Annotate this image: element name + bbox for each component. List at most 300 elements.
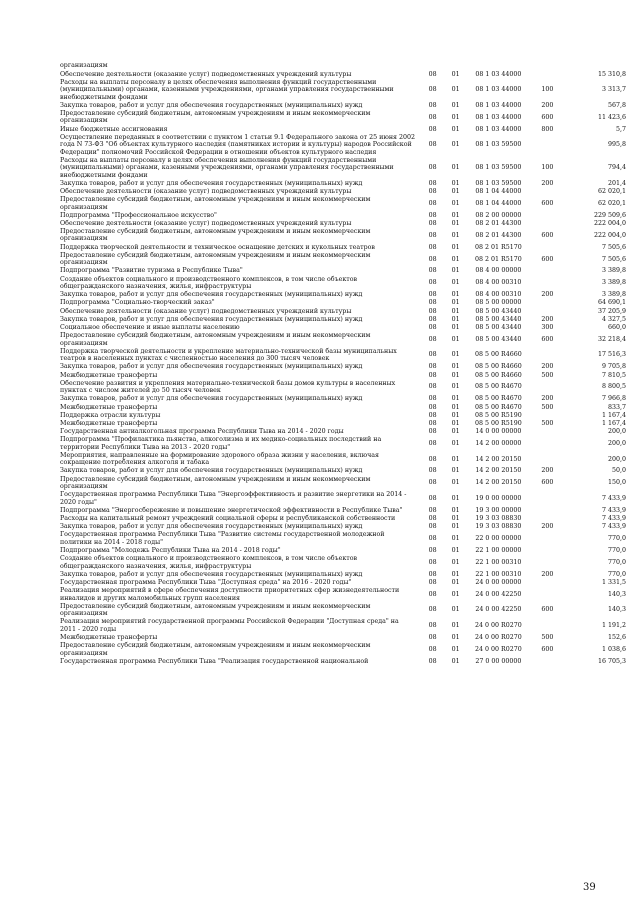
row-target-article: 08 1 03 59500 xyxy=(475,179,522,187)
budget-table xyxy=(60,62,632,666)
row-expense-type: 500 xyxy=(541,419,554,427)
row-amount: 3 389,8 xyxy=(601,291,626,299)
row-subsection: 01 xyxy=(451,86,460,94)
row-amount: 3 313,7 xyxy=(601,86,626,94)
row-name: Межбюджетные трансферты xyxy=(60,419,158,427)
row-target-article: 08 2 01 44300 xyxy=(475,219,522,227)
row-name: Создание объектов социального и производственного комплексов, в том числе объектов общегражданского назначения, жилья, инфраструктуры xyxy=(60,275,358,291)
row-target-article: 08 5 00 R4660 xyxy=(474,371,522,379)
row-subsection: 01 xyxy=(451,255,460,263)
row-section: 08 xyxy=(428,467,437,475)
row-section: 08 xyxy=(428,113,437,121)
row-subsection: 01 xyxy=(451,371,460,379)
row-subsection: 01 xyxy=(451,570,460,578)
row-amount: 222 004,0 xyxy=(593,231,626,239)
table-row xyxy=(60,506,632,514)
row-amount: 770,0 xyxy=(607,535,626,543)
row-expense-type: 200 xyxy=(541,523,554,531)
row-section: 08 xyxy=(428,428,437,436)
row-target-article: 19 3 03 08830 xyxy=(475,515,522,523)
table-row xyxy=(60,101,632,109)
table-row xyxy=(60,428,632,436)
row-target-article: 08 5 00 43440 xyxy=(475,315,522,323)
row-section: 08 xyxy=(428,455,437,463)
row-target-article: 08 1 03 44000 xyxy=(475,70,522,78)
row-target-article: 08 5 00 43440 xyxy=(475,323,522,331)
row-expense-type: 600 xyxy=(541,255,554,263)
row-expense-type xyxy=(530,451,565,467)
row-expense-type: 600 xyxy=(541,199,554,207)
row-subsection: 01 xyxy=(451,335,460,343)
row-amount: 7 433,9 xyxy=(601,494,626,502)
table-row xyxy=(60,395,632,403)
row-expense-type xyxy=(530,267,565,275)
table-row xyxy=(60,618,632,634)
row-subsection: 01 xyxy=(451,419,460,427)
row-name: Социальное обеспечение и иные выплаты населению xyxy=(60,323,240,331)
table-row xyxy=(60,531,632,547)
row-amount: 62 020,1 xyxy=(597,187,626,195)
row-subsection: 01 xyxy=(451,439,460,447)
row-name: Государственная программа Республики Тыва "Реализация государственной национальной xyxy=(60,657,369,665)
row-target-article: 19 3 03 08830 xyxy=(475,523,522,531)
row-section xyxy=(421,62,444,70)
row-amount: 3 389,8 xyxy=(601,279,626,287)
row-name: Мероприятия, направленные на формирование здорового образа жизни у населения, включая сокращение потребления алкоголя и табака xyxy=(60,451,380,467)
row-name: Подпрограмма "Молодежь Республики Тыва на 2014 - 2018 годы" xyxy=(60,546,281,554)
table-row xyxy=(60,347,632,363)
row-target-article: 08 5 00 R4670 xyxy=(474,403,522,411)
row-target-article: 14 2 00 20150 xyxy=(475,455,522,463)
row-section: 08 xyxy=(428,645,437,653)
row-name: Государственная программа Республики Тыва "Энергоэффективность и развитие энергетики на 2014 - 2020 годы" xyxy=(60,491,407,506)
row-section: 08 xyxy=(428,558,437,566)
row-subsection: 01 xyxy=(451,455,460,463)
row-expense-type xyxy=(530,657,565,665)
row-section: 08 xyxy=(428,351,437,359)
row-subsection: 01 xyxy=(451,141,460,149)
page-number: 39 xyxy=(583,882,596,893)
row-subsection: 01 xyxy=(451,299,460,307)
row-section: 08 xyxy=(428,506,437,514)
row-name: Поддержка творческой деятельности и техническое оснащение детских и кукольных театров xyxy=(60,243,375,251)
row-target-article: 08 5 00 R4670 xyxy=(474,395,522,403)
table-row xyxy=(60,475,632,491)
row-section: 08 xyxy=(428,86,437,94)
table-row xyxy=(60,78,632,101)
row-target-article: 14 2 00 20150 xyxy=(475,467,522,475)
row-subsection: 01 xyxy=(451,535,460,543)
row-expense-type: 200 xyxy=(541,315,554,323)
row-name: Реализация мероприятий в сфере обеспечения доступности приоритетных сфер жизнедеятельности инвалидов и других маломобильных групп населения xyxy=(60,587,400,602)
row-subsection: 01 xyxy=(451,267,460,275)
row-subsection: 01 xyxy=(451,307,460,315)
row-expense-type xyxy=(530,555,565,571)
table-row xyxy=(60,555,632,571)
row-target-article: 22 0 00 00000 xyxy=(475,535,522,543)
row-subsection: 01 xyxy=(451,291,460,299)
table-row xyxy=(60,220,632,228)
table-row xyxy=(60,267,632,275)
row-amount: 140,3 xyxy=(607,590,626,598)
row-name: Государственная программа Республики Тыва "Развитие системы государственной молодежной политики на 2014 - 2018 годы" xyxy=(60,531,385,546)
row-amount: 1 167,4 xyxy=(601,419,626,427)
row-expense-type: 100 xyxy=(541,164,554,172)
row-section: 08 xyxy=(428,101,437,109)
row-subsection: 01 xyxy=(451,113,460,121)
row-expense-type: 300 xyxy=(541,323,554,331)
row-amount: 833,7 xyxy=(607,403,626,411)
row-expense-type xyxy=(530,547,565,555)
row-subsection xyxy=(444,62,467,70)
row-expense-type: 600 xyxy=(541,479,554,487)
row-subsection: 01 xyxy=(451,411,460,419)
row-amount: 16 705,3 xyxy=(597,657,626,665)
row-name: Создание объектов социального и производственного комплексов, в том числе объектов общегражданского назначения, жилья, инфраструктуры xyxy=(60,555,358,570)
row-expense-type: 800 xyxy=(541,125,554,133)
table-row xyxy=(60,228,632,244)
row-name: Закупка товаров, работ и услуг для обеспечения государственных (муниципальных) нужд xyxy=(60,395,363,403)
row-expense-type xyxy=(530,491,565,507)
row-name: Предоставление субсидий бюджетным, автономным учреждениям и иным некоммерческим организациям xyxy=(60,642,371,657)
row-name: Подпрограмма "Профессиональное искусство" xyxy=(60,211,217,219)
table-row xyxy=(60,379,632,395)
row-section: 08 xyxy=(428,633,437,641)
row-name: Обеспечение деятельности (оказание услуг) подведомственных учреждений культуры xyxy=(60,70,352,78)
row-expense-type xyxy=(530,579,565,587)
row-subsection: 01 xyxy=(451,70,460,78)
row-name: Закупка товаров, работ и услуг для обеспечения государственных (муниципальных) нужд xyxy=(60,570,363,578)
table-row xyxy=(60,110,632,126)
row-section: 08 xyxy=(428,439,437,447)
table-row xyxy=(60,436,632,452)
row-target-article: 08 5 00 43440 xyxy=(475,335,522,343)
row-expense-type: 200 xyxy=(541,570,554,578)
row-section: 08 xyxy=(428,578,437,586)
row-expense-type xyxy=(530,347,565,363)
row-subsection: 01 xyxy=(451,479,460,487)
row-section: 08 xyxy=(428,419,437,427)
row-section: 08 xyxy=(428,590,437,598)
row-expense-type xyxy=(530,299,565,307)
row-target-article: 08 1 03 44000 xyxy=(475,86,522,94)
row-target-article: 08 1 03 59500 xyxy=(475,141,522,149)
row-name: Межбюджетные трансферты xyxy=(60,371,158,379)
row-name: Закупка товаров, работ и услуг для обеспечения государственных (муниципальных) нужд xyxy=(60,179,363,187)
row-target-article: 08 1 04 44000 xyxy=(475,187,522,195)
row-section: 08 xyxy=(428,323,437,331)
row-subsection: 01 xyxy=(451,219,460,227)
row-expense-type: 200 xyxy=(541,291,554,299)
row-expense-type: 500 xyxy=(541,371,554,379)
row-target-article: 08 2 00 00000 xyxy=(475,211,522,219)
row-name: Расходы на выплаты персоналу в целях обеспечения выполнения функций государственными (муниципальными) органами, казенными учреждениями, органами управления государственными внебюджетными фондами xyxy=(60,156,394,179)
row-section: 08 xyxy=(428,315,437,323)
row-expense-type xyxy=(530,70,565,78)
row-subsection: 01 xyxy=(451,515,460,523)
row-name: Расходы на капитальный ремонт учреждений социальной сферы и республиканской собственности xyxy=(60,515,396,523)
row-expense-type xyxy=(530,506,565,514)
row-expense-type xyxy=(530,436,565,452)
row-section: 08 xyxy=(428,231,437,239)
table-row xyxy=(60,324,632,332)
row-name: Закупка товаров, работ и услуг для обеспечения государственных (муниципальных) нужд xyxy=(60,363,363,371)
table-row xyxy=(60,657,632,665)
row-section: 08 xyxy=(428,622,437,630)
row-subsection: 01 xyxy=(451,523,460,531)
row-expense-type: 100 xyxy=(541,86,554,94)
row-subsection: 01 xyxy=(451,164,460,172)
row-target-article: 27 0 00 00000 xyxy=(475,657,522,665)
row-amount: 770,0 xyxy=(607,558,626,566)
table-row xyxy=(60,275,632,291)
row-name: Межбюджетные трансферты xyxy=(60,633,158,641)
row-amount: 1 191,2 xyxy=(601,622,626,630)
row-amount: 7 433,9 xyxy=(601,523,626,531)
row-section: 08 xyxy=(428,383,437,391)
row-section: 08 xyxy=(428,211,437,219)
row-amount: 770,0 xyxy=(607,546,626,554)
row-expense-type xyxy=(530,379,565,395)
table-row xyxy=(60,515,632,523)
row-name: Закупка товаров, работ и услуг для обеспечения государственных (муниципальных) нужд xyxy=(60,315,363,323)
row-amount: 1 167,4 xyxy=(601,411,626,419)
row-name: Государственная антиалкогольная программа Республики Тыва на 2014 - 2020 годы xyxy=(60,428,344,436)
row-name: Предоставление субсидий бюджетным, автономным учреждениям и иным некоммерческим организациям xyxy=(60,602,371,618)
row-amount: 794,4 xyxy=(607,164,626,172)
row-target-article: 24 0 00 R0270 xyxy=(474,633,522,641)
row-section: 08 xyxy=(428,267,437,275)
row-subsection: 01 xyxy=(451,578,460,586)
row-amount: 32 218,4 xyxy=(597,335,626,343)
table-row xyxy=(60,125,632,133)
row-subsection: 01 xyxy=(451,467,460,475)
row-name: Осуществление переданных в соответствии с пунктом 1 статьи 9.1 Федерального закона от 25 июня 2002 года N 73-ФЗ "Об объектах культурного наследия (памятниках истории и культуры) народов Российской Федерации" полномочий Российской Федерации в отношении объектов культурного наследия xyxy=(60,133,416,156)
row-section: 08 xyxy=(428,411,437,419)
row-expense-type: 600 xyxy=(541,606,554,614)
row-expense-type xyxy=(530,307,565,315)
table-row xyxy=(60,196,632,212)
row-name: Поддержка отрасли культуры xyxy=(60,411,161,419)
row-section: 08 xyxy=(428,299,437,307)
row-name: Закупка товаров, работ и услуг для обеспечения государственных (муниципальных) нужд xyxy=(60,291,363,299)
row-subsection: 01 xyxy=(451,187,460,195)
row-name: организациям xyxy=(60,62,108,70)
row-section: 08 xyxy=(428,606,437,614)
row-section: 08 xyxy=(428,125,437,133)
table-row xyxy=(60,307,632,315)
row-subsection: 01 xyxy=(451,363,460,371)
row-name: Обеспечение деятельности (оказание услуг) подведомственных учреждений культуры xyxy=(60,219,352,227)
table-row xyxy=(60,299,632,307)
row-target-article: 14 2 00 00000 xyxy=(475,439,522,447)
row-target-article: 24 0 00 R0270 xyxy=(474,622,522,630)
row-expense-type xyxy=(530,211,565,219)
row-subsection: 01 xyxy=(451,323,460,331)
table-row xyxy=(60,642,632,658)
row-section: 08 xyxy=(428,546,437,554)
row-section: 08 xyxy=(428,494,437,502)
table-row xyxy=(60,451,632,467)
row-expense-type xyxy=(530,62,565,70)
table-row xyxy=(60,403,632,411)
row-name: Подпрограмма "Энергосбережение и повышение энергетической эффективности в Республике Тыва" xyxy=(60,506,403,514)
row-section: 08 xyxy=(428,243,437,251)
row-target-article: 22 1 00 00310 xyxy=(475,570,522,578)
row-name: Предоставление субсидий бюджетным, автономным учреждениям и иным некоммерческим организациям xyxy=(60,251,371,267)
row-target-article: 08 5 00 00000 xyxy=(475,299,522,307)
row-expense-type: 500 xyxy=(541,633,554,641)
row-amount: 3 389,8 xyxy=(601,267,626,275)
row-name: Поддержка творческой деятельности и укрепление материально-технической базы муниципальных театров в населенных пунктах с численностью населения до 300 тысяч человек xyxy=(60,347,397,363)
row-section: 08 xyxy=(428,479,437,487)
row-section: 08 xyxy=(428,187,437,195)
row-amount: 11 423,6 xyxy=(597,113,626,121)
row-amount: 7 810,5 xyxy=(601,371,626,379)
row-expense-type: 200 xyxy=(541,395,554,403)
table-row xyxy=(60,211,632,219)
row-amount: 152,6 xyxy=(607,633,626,641)
table-row xyxy=(60,133,632,156)
row-expense-type: 500 xyxy=(541,403,554,411)
row-amount: 660,0 xyxy=(607,323,626,331)
row-amount: 7 505,6 xyxy=(601,243,626,251)
row-amount: 5,7 xyxy=(615,125,626,133)
row-target-article: 19 0 00 00000 xyxy=(475,494,522,502)
row-expense-type: 600 xyxy=(541,645,554,653)
row-name: Подпрограмма "Социально-творческий заказ" xyxy=(60,299,215,307)
row-expense-type xyxy=(530,243,565,251)
row-amount: 15 310,8 xyxy=(597,70,626,78)
row-target-article: 08 5 00 R4660 xyxy=(474,351,522,359)
table-row xyxy=(60,634,632,642)
table-row xyxy=(60,315,632,323)
row-amount: 770,0 xyxy=(607,570,626,578)
row-amount: 50,0 xyxy=(611,467,626,475)
row-amount: 17 516,3 xyxy=(597,351,626,359)
row-subsection: 01 xyxy=(451,558,460,566)
row-name: Закупка товаров, работ и услуг для обеспечения государственных (муниципальных) нужд xyxy=(60,101,363,109)
row-name: Подпрограмма "Профилактика пьянства, алкоголизма и их медико-социальных последствий на территории Республики Тыва на 2013 - 2020 годы" xyxy=(60,436,382,451)
row-name: Межбюджетные трансферты xyxy=(60,403,158,411)
row-subsection: 01 xyxy=(451,383,460,391)
row-target-article: 08 5 00 43440 xyxy=(475,307,522,315)
row-target-article: 24 0 00 R0270 xyxy=(474,645,522,653)
table-row xyxy=(60,70,632,78)
table-row xyxy=(60,251,632,267)
row-expense-type: 200 xyxy=(541,363,554,371)
row-name: Обеспечение деятельности (оказание услуг) подведомственных учреждений культуры xyxy=(60,307,352,315)
row-section: 08 xyxy=(428,363,437,371)
row-amount: 995,8 xyxy=(607,141,626,149)
row-section: 08 xyxy=(428,199,437,207)
row-section: 08 xyxy=(428,279,437,287)
row-amount: 7 433,9 xyxy=(601,506,626,514)
table-row xyxy=(60,547,632,555)
row-name: Расходы на выплаты персоналу в целях обеспечения выполнения функций государственными (муниципальными) органами, казенными учреждениями, органами управления государственными внебюджетными фондами xyxy=(60,78,394,101)
row-target-article: 08 1 03 44000 xyxy=(475,125,522,133)
row-target-article: 08 2 01 R5170 xyxy=(474,255,522,263)
row-target-article: 08 1 03 59500 xyxy=(475,164,522,172)
row-target-article: 08 4 00 00000 xyxy=(475,267,522,275)
table-row xyxy=(60,332,632,348)
row-target-article: 08 5 00 R4660 xyxy=(474,363,522,371)
row-target-article: 24 0 00 00000 xyxy=(475,578,522,586)
row-amount: 200,0 xyxy=(607,428,626,436)
row-target-article: 22 1 00 00000 xyxy=(475,546,522,554)
row-name: Обеспечение деятельности (оказание услуг) подведомственных учреждений культуры xyxy=(60,187,352,195)
row-name: Предоставление субсидий бюджетным, автономным учреждениям и иным некоммерческим организациям xyxy=(60,109,371,125)
row-target-article: 24 0 00 42250 xyxy=(475,606,522,614)
row-target-article: 14 0 00 00000 xyxy=(475,428,522,436)
row-subsection: 01 xyxy=(451,395,460,403)
row-expense-type xyxy=(530,220,565,228)
row-amount: 1 038,6 xyxy=(601,645,626,653)
table-row xyxy=(60,491,632,507)
row-subsection: 01 xyxy=(451,428,460,436)
row-section: 08 xyxy=(428,535,437,543)
row-amount: 37 205,9 xyxy=(597,307,626,315)
row-expense-type xyxy=(530,133,565,156)
table-row xyxy=(60,411,632,419)
table-row xyxy=(60,363,632,371)
row-target-article: 08 1 03 44000 xyxy=(475,113,522,121)
row-subsection: 01 xyxy=(451,403,460,411)
table-row xyxy=(60,579,632,587)
row-name: Государственная программа Республики Тыва "Доступная среда" на 2016 - 2020 годы" xyxy=(60,578,352,586)
row-amount xyxy=(565,62,632,70)
row-name: Иные бюджетные ассигнования xyxy=(60,125,168,133)
row-section: 08 xyxy=(428,307,437,315)
row-section: 08 xyxy=(428,219,437,227)
row-target-article xyxy=(467,62,530,70)
table-row xyxy=(60,179,632,187)
row-section: 08 xyxy=(428,395,437,403)
row-name: Закупка товаров, работ и услуг для обеспечения государственных (муниципальных) нужд xyxy=(60,467,363,475)
row-section: 08 xyxy=(428,291,437,299)
row-amount: 9 705,8 xyxy=(601,363,626,371)
table-row xyxy=(60,243,632,251)
row-amount: 64 690,1 xyxy=(597,299,626,307)
row-expense-type xyxy=(530,428,565,436)
row-name: Обеспечение развития и укрепления материально-технической базы домов культуры в населенных пунктах с числом жителей до 50 тысяч человек xyxy=(60,379,396,395)
row-expense-type: 600 xyxy=(541,335,554,343)
row-target-article: 08 5 00 R5190 xyxy=(474,419,522,427)
row-name: Реализация мероприятий государственной программы Российской Федерации "Доступная среда" на 2011 - 2020 годы xyxy=(60,618,399,633)
row-name: Подпрограмма "Развитие туризма в Республике Тыва" xyxy=(60,267,243,275)
row-target-article: 08 5 00 R5190 xyxy=(474,411,522,419)
row-amount: 201,4 xyxy=(607,179,626,187)
row-section: 08 xyxy=(428,335,437,343)
row-amount: 140,3 xyxy=(607,606,626,614)
row-amount: 567,8 xyxy=(607,101,626,109)
row-expense-type xyxy=(530,531,565,547)
row-subsection: 01 xyxy=(451,645,460,653)
row-amount: 4 327,5 xyxy=(601,315,626,323)
row-amount: 229 509,6 xyxy=(593,211,626,219)
row-subsection: 01 xyxy=(451,546,460,554)
row-section: 08 xyxy=(428,371,437,379)
row-subsection: 01 xyxy=(451,279,460,287)
table-row xyxy=(60,188,632,196)
row-target-article: 24 0 00 42250 xyxy=(475,590,522,598)
row-amount: 8 800,5 xyxy=(601,383,626,391)
row-section: 08 xyxy=(428,515,437,523)
row-target-article: 08 2 01 R5170 xyxy=(474,243,522,251)
row-subsection: 01 xyxy=(451,506,460,514)
row-name: Предоставление субсидий бюджетным, автономным учреждениям и иным некоммерческим организациям xyxy=(60,228,371,243)
row-subsection: 01 xyxy=(451,494,460,502)
